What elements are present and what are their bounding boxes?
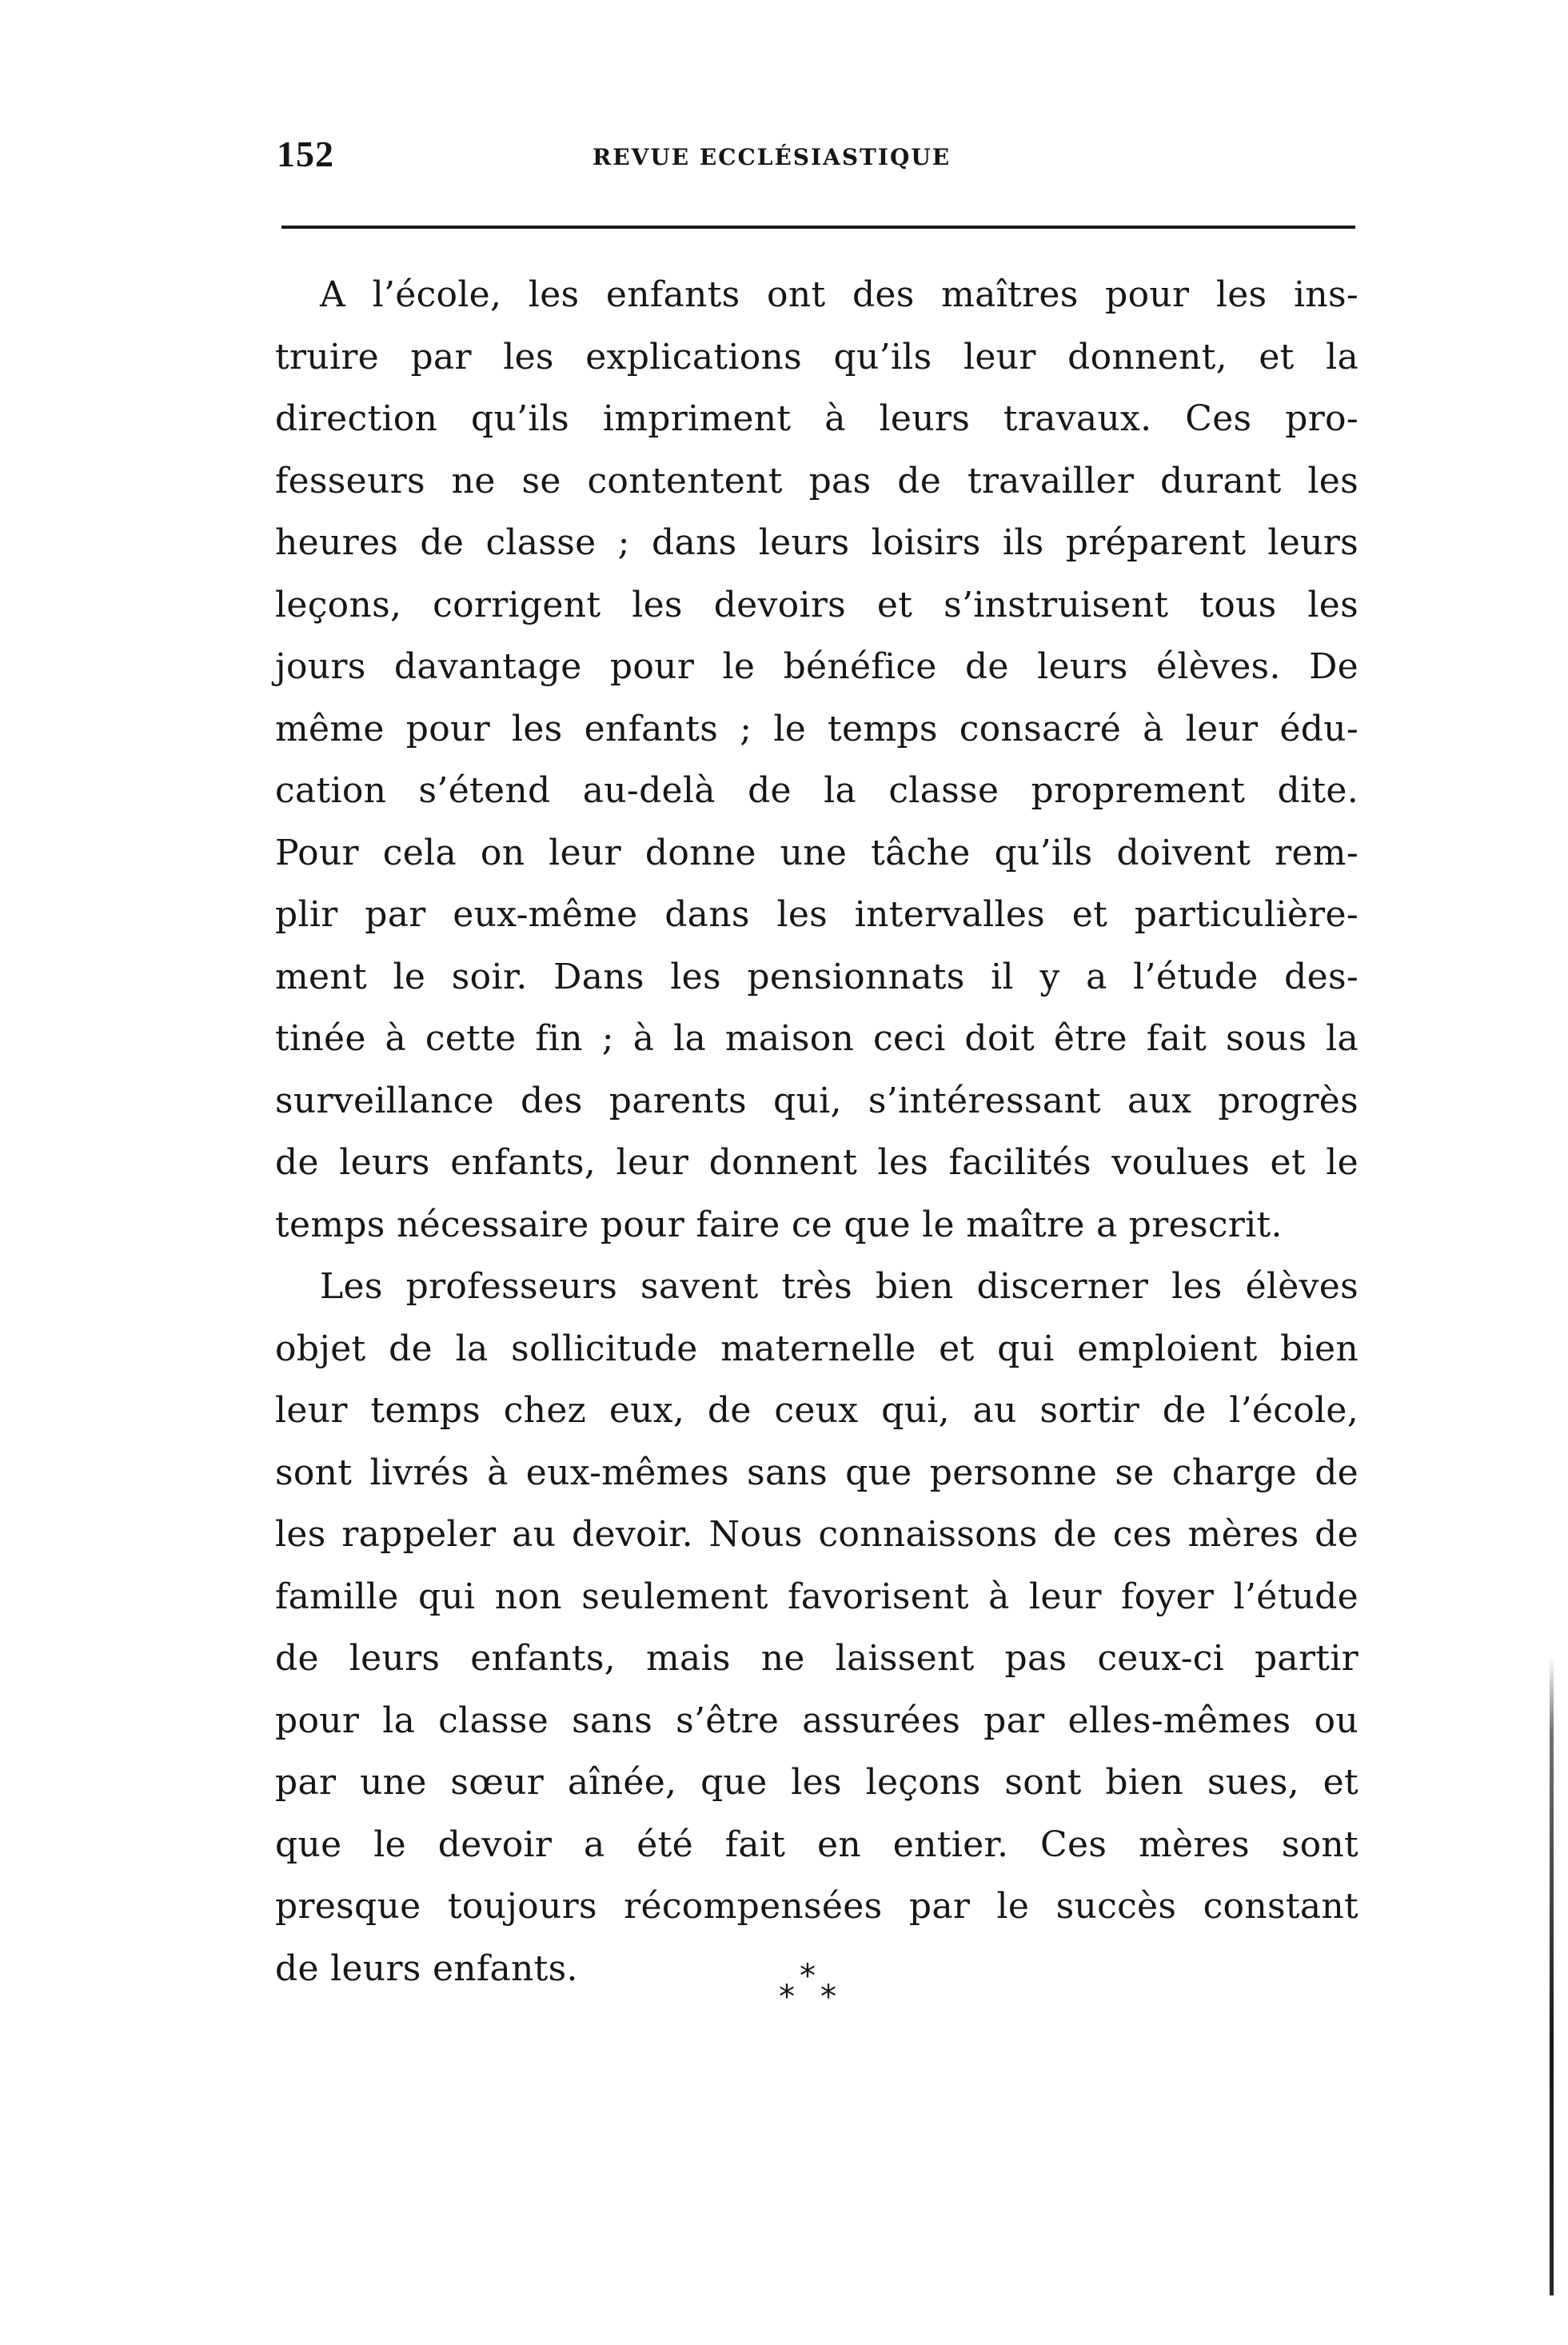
text-line: ment le soir. Dans les pensionnats il y a l’étude des-: [275, 956, 1359, 997]
asterism-ornament: [768, 1958, 864, 2022]
running-title: REVUE ECCLÉSIASTIQUE: [592, 144, 952, 170]
text-line: A l’école, les enfants ont des maîtres pour les ins-: [320, 274, 1359, 315]
text-line: truire par les explications qu’ils leur donnent, et la: [275, 336, 1359, 378]
text-line: de leurs enfants.: [275, 1948, 578, 1989]
asterism-star: *: [820, 1979, 836, 2015]
text-line: par une sœur aînée, que les leçons sont bien sues, et: [275, 1762, 1359, 1803]
header-rule: [281, 226, 1355, 229]
text-line: temps nécessaire pour faire ce que le maître a prescrit.: [275, 1204, 1283, 1245]
text-line: même pour les enfants ; le temps consacré à leur édu-: [275, 708, 1359, 749]
text-line: presque toujours récompensées par le succès constant: [275, 1886, 1359, 1927]
text-line: les rappeler au devoir. Nous connaissons de ces mères de: [275, 1514, 1359, 1555]
text-line: plir par eux-même dans les intervalles et particulière-: [275, 894, 1359, 935]
text-line: cation s’étend au-delà de la classe proprement dite.: [275, 770, 1359, 811]
text-line: leur temps chez eux, de ceux qui, au sortir de l’école,: [275, 1390, 1359, 1431]
text-line: surveillance des parents qui, s’intéressant aux progrès: [275, 1080, 1359, 1121]
text-line: de leurs enfants, mais ne laissent pas ceux-ci partir: [275, 1638, 1359, 1679]
text-line: direction qu’ils impriment à leurs travaux. Ces pro-: [275, 398, 1359, 439]
text-line: de leurs enfants, leur donnent les facilités voulues et le: [275, 1142, 1359, 1183]
text-line: que le devoir a été fait en entier. Ces mères sont: [275, 1824, 1359, 1865]
text-line: famille qui non seulement favorisent à leur foyer l’étude: [275, 1576, 1359, 1617]
paragraph-2: [275, 1256, 1359, 1999]
paragraph-1: [275, 264, 1359, 1256]
asterism-star: *: [779, 1979, 795, 2015]
text-line: leçons, corrigent les devoirs et s’instruisent tous les: [275, 584, 1359, 625]
page-number: 152: [277, 134, 334, 174]
text-line: heures de classe ; dans leurs loisirs ils préparent leurs: [275, 522, 1359, 563]
scan-edge-shadow: [1550, 1656, 1554, 2295]
text-line: fesseurs ne se contentent pas de travailler durant les: [275, 460, 1359, 501]
asterism-star: *: [800, 1958, 816, 1995]
text-line: tinée à cette fin ; à la maison ceci doit être fait sous la: [275, 1018, 1359, 1059]
text-line: pour la classe sans s’être assurées par elles-mêmes ou: [275, 1700, 1359, 1741]
text-line: Pour cela on leur donne une tâche qu’ils doivent rem-: [275, 832, 1359, 873]
body-text: [275, 264, 1359, 1999]
text-line: Les professeurs savent très bien discerner les élèves: [320, 1266, 1359, 1307]
text-line: jours davantage pour le bénéfice de leurs élèves. De: [275, 646, 1359, 687]
text-line: objet de la sollicitude maternelle et qui emploient bien: [275, 1328, 1359, 1369]
text-line: sont livrés à eux-mêmes sans que personne se charge de: [275, 1452, 1359, 1493]
page-header: [277, 133, 1356, 213]
